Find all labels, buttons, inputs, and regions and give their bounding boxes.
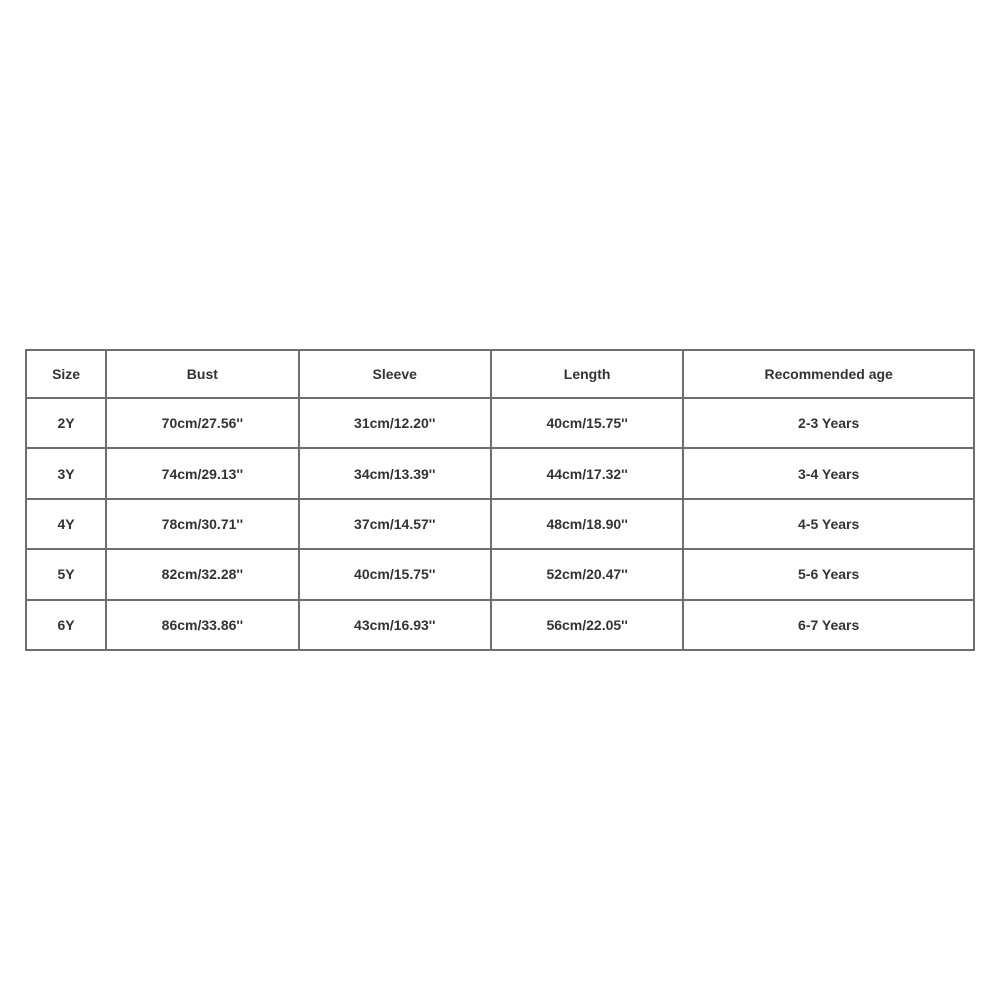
cell-sleeve: 37cm/14.57'' [299,499,491,549]
header-length: Length [491,350,683,398]
cell-sleeve: 40cm/15.75'' [299,549,491,599]
cell-length: 48cm/18.90'' [491,499,683,549]
cell-length: 52cm/20.47'' [491,549,683,599]
cell-sleeve: 31cm/12.20'' [299,398,491,448]
table-header-row [26,350,974,398]
cell-sleeve: 43cm/16.93'' [299,600,491,650]
cell-recommended-age: 6-7 Years [683,600,974,650]
cell-bust: 82cm/32.28'' [106,549,298,599]
cell-size: 3Y [26,448,106,498]
cell-size: 6Y [26,600,106,650]
cell-bust: 86cm/33.86'' [106,600,298,650]
table-row [26,499,974,549]
cell-bust: 74cm/29.13'' [106,448,298,498]
header-bust: Bust [106,350,298,398]
cell-size: 4Y [26,499,106,549]
cell-length: 40cm/15.75'' [491,398,683,448]
cell-sleeve: 34cm/13.39'' [299,448,491,498]
cell-recommended-age: 5-6 Years [683,549,974,599]
cell-size: 2Y [26,398,106,448]
table-row [26,600,974,650]
cell-size: 5Y [26,549,106,599]
cell-bust: 78cm/30.71'' [106,499,298,549]
table-row [26,448,974,498]
header-size: Size [26,350,106,398]
table-row [26,398,974,448]
table-row [26,549,974,599]
cell-bust: 70cm/27.56'' [106,398,298,448]
cell-length: 56cm/22.05'' [491,600,683,650]
cell-recommended-age: 3-4 Years [683,448,974,498]
header-recommended-age: Recommended age [683,350,974,398]
cell-recommended-age: 4-5 Years [683,499,974,549]
header-sleeve: Sleeve [299,350,491,398]
size-chart-table [25,349,975,651]
cell-recommended-age: 2-3 Years [683,398,974,448]
cell-length: 44cm/17.32'' [491,448,683,498]
